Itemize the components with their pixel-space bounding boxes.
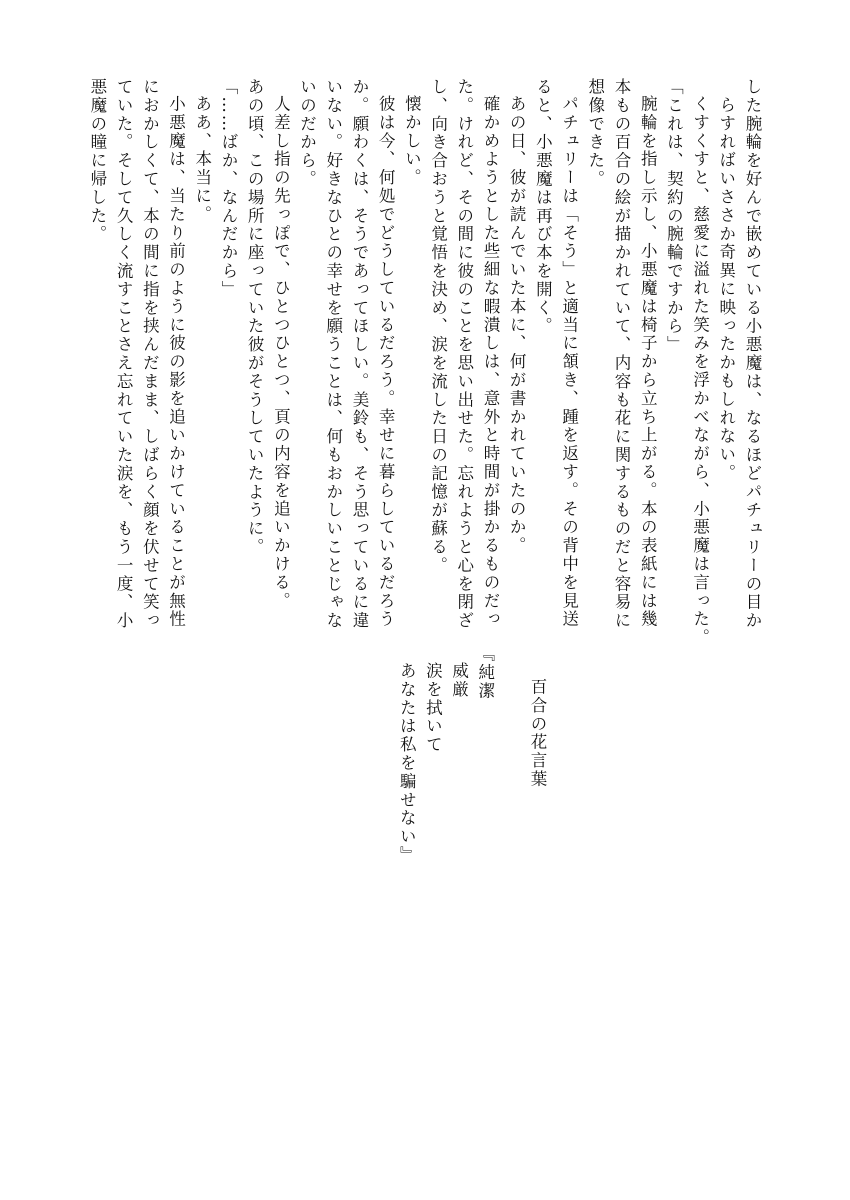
text-line: らすればいささか奇異に映ったかもしれない。	[716, 96, 736, 483]
text-line: 想像できた。	[585, 78, 605, 189]
flower-language-line: 威厳	[449, 661, 469, 699]
text-line: パチュリーは「そう」と適当に頷き、踵を返す。その背中を見送	[559, 94, 579, 629]
text-line: 「これは、契約の腕輪ですから」	[664, 78, 684, 354]
text-line: あの日、彼が読んでいた本に、何が書かれていたのか。	[507, 94, 527, 555]
text-line: ると、小悪魔は再び本を開く。	[533, 78, 553, 336]
text-line: あの頃、この場所に座っていた彼がそうしていたように。	[245, 78, 265, 557]
text-line: 人差し指の先っぽで、ひとつひとつ、頁の内容を追いかける。	[271, 94, 291, 610]
flower-language-line: あなたは私を騙せない』	[397, 661, 417, 864]
text-line: した腕輪を好んで嵌めている小悪魔は、なるほどパチュリーの目か	[743, 78, 762, 630]
text-line: ああ、本当に。	[192, 94, 212, 224]
text-line: 本もの百合の絵が描かれていて、内容も花に関するものだと容易に	[611, 78, 631, 630]
text-line: 確かめようとした些細な暇潰しは、意外と時間が掛かるものだっ	[480, 94, 500, 629]
flower-language-line: 涙を拭いて	[423, 661, 443, 754]
flower-language-block	[393, 645, 550, 864]
text-line: 彼は今、何処でどうしているだろう。幸せに暮らしているだろう	[376, 94, 396, 629]
text-line: ていた。そして久しく流すことさえ忘れていた涙を、もう一度、小	[114, 78, 134, 630]
text-line: 悪魔の瞳に帰した。	[87, 78, 107, 244]
main-text-block	[84, 78, 765, 647]
text-line: いのだから。	[297, 78, 317, 189]
flower-language-line: 『純潔	[475, 645, 495, 701]
text-line: 小悪魔は、当たり前のように彼の影を追いかけていることが無性	[166, 94, 186, 629]
text-line: くすくすと、慈愛に溢れた笑みを浮かべながら、小悪魔は言った。	[690, 94, 710, 647]
text-line: 腕輪を指し示し、小悪魔は椅子から立ち上がる。本の表紙には幾	[638, 94, 658, 629]
text-line: た。けれど、その間に彼のことを思い出せた。忘れようと心を閉ざ	[454, 78, 474, 630]
text-line: いない。好きなひとの幸せを願うことは、何もおかしいことじゃな	[323, 78, 343, 630]
text-line: 「……ばか、なんだから」	[218, 78, 238, 299]
text-line: か。願わくは、そうであってほしい。美鈴も、そう思っているに違	[349, 78, 369, 630]
text-line: し、向き合おうと覚悟を決め、涙を流した日の記憶が蘇る。	[428, 78, 448, 575]
text-line: 懐かしい。	[402, 94, 422, 187]
blank-line	[498, 645, 524, 845]
flower-language-heading: 百合の花言葉	[528, 678, 547, 789]
text-line: におかしくて、本の間に指を挟んだまま、しばらく顔を伏せて笑っ	[140, 78, 160, 630]
